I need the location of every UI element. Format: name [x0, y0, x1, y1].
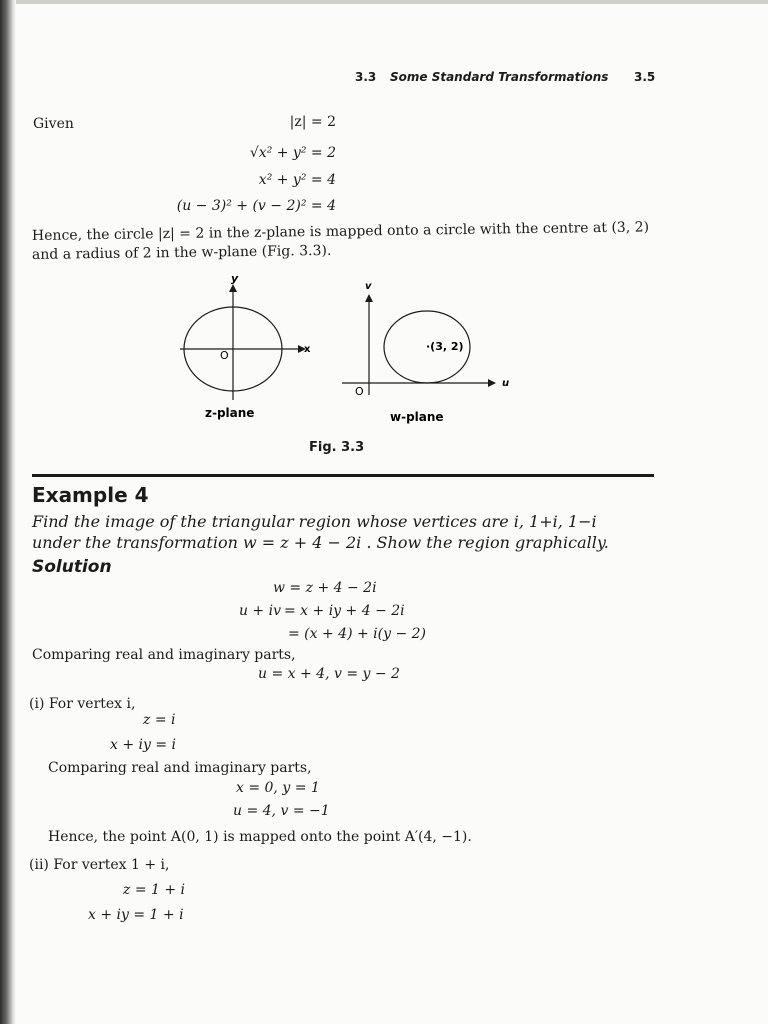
page-top-edge — [0, 0, 768, 4]
vertex-1-eq-4: u = 4, v = −1 — [233, 803, 330, 819]
w-plane-diagram — [342, 281, 509, 424]
solution-eq-1: w = z + 4 − 2i — [273, 580, 377, 596]
solution-eq-3: = (x + 4) + i(y − 2) — [288, 626, 427, 642]
z-plane-caption: z-plane — [205, 406, 255, 420]
w-plane-u-arrow-icon — [488, 379, 496, 387]
compare-text: Comparing real and imaginary parts, — [32, 647, 296, 663]
vertex-2-eq-2: x + iy = 1 + i — [88, 907, 184, 923]
given-eq-3: x² + y² = 4 — [258, 172, 336, 188]
section-divider — [32, 474, 654, 477]
vertex-1-hence: Hence, the point A(0, 1) is mapped onto the point A′(4, −1). — [48, 829, 472, 845]
section-title: Some Standard Transformations — [390, 70, 609, 84]
solution-eq-2-rhs: = x + iy + 4 − 2i — [284, 603, 405, 619]
uv-equation: u = x + 4, v = y − 2 — [258, 666, 400, 682]
w-plane-origin-label: O — [355, 385, 364, 398]
figure-3-3 — [150, 272, 530, 432]
page-binding-shadow — [0, 0, 16, 1024]
vertex-1-eq-2: x + iy = i — [110, 737, 177, 753]
w-plane-u-label: u — [502, 378, 510, 389]
z-plane-diagram — [180, 272, 311, 420]
z-plane-y-arrow-icon — [229, 284, 237, 292]
w-plane-center-label: ·(3, 2) — [426, 340, 464, 353]
w-plane-v-label: v — [365, 281, 372, 292]
given-label: Given — [33, 116, 74, 132]
vertex-2-heading: (ii) For vertex 1 + i, — [29, 857, 170, 873]
given-eq-2: √x² + y² = 2 — [249, 145, 336, 161]
given-eq-1: |z| = 2 — [289, 114, 336, 130]
vertex-1-eq-3: x = 0, y = 1 — [236, 780, 320, 796]
vertex-1-heading: (i) For vertex i, — [29, 696, 136, 712]
example-title: Example 4 — [32, 483, 149, 507]
example-question-line-2: under the transformation w = z + 4 − 2i . Show the region graphically. — [32, 533, 609, 552]
section-number: 3.3 — [355, 70, 377, 84]
z-plane-y-label: y — [231, 272, 239, 285]
solution-eq-2-lhs: u + iv — [238, 603, 281, 619]
vertex-1-compare-text: Comparing real and imaginary parts, — [48, 760, 312, 776]
z-plane-x-label: x — [304, 344, 311, 355]
page-number: 3.5 — [634, 70, 656, 84]
z-plane-origin-label: O — [220, 349, 229, 362]
hence-line-2: and a radius of 2 in the w-plane (Fig. 3.3). — [31, 242, 332, 263]
w-plane-caption: w-plane — [390, 410, 444, 424]
vertex-2-eq-1: z = 1 + i — [123, 882, 186, 898]
given-eq-4: (u − 3)² + (v − 2)² = 4 — [176, 198, 336, 214]
example-question-line-1: Find the image of the triangular region whose vertices are i, 1+i, 1−i — [32, 512, 597, 531]
vertex-1-eq-1: z = i — [143, 712, 176, 728]
w-plane-v-arrow-icon — [365, 294, 373, 302]
figure-caption: Fig. 3.3 — [309, 440, 365, 455]
hence-line-1: Hence, the circle |z| = 2 in the z-plane is mapped onto a circle with the centre at (3, 2) — [31, 219, 650, 244]
solution-label: Solution — [32, 557, 112, 577]
